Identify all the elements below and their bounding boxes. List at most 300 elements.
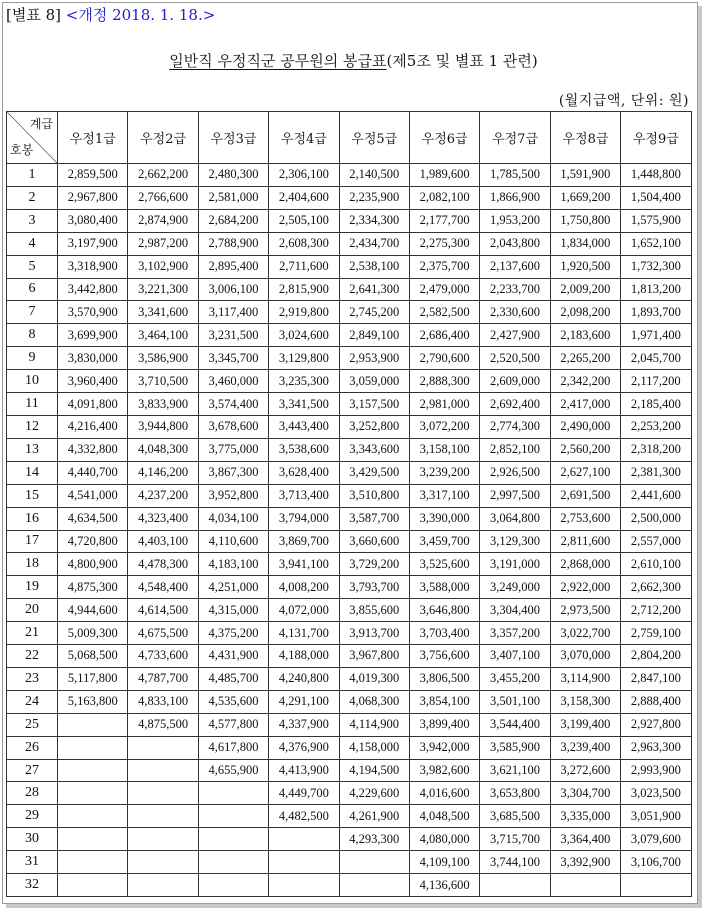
salary-cell: 4,183,100 — [198, 553, 268, 576]
salary-cell: 3,106,700 — [621, 851, 691, 874]
salary-cell: 2,434,700 — [339, 232, 409, 255]
salary-cell: 4,131,700 — [269, 622, 339, 645]
salary-cell: 3,239,400 — [550, 736, 620, 759]
salary-cell: 3,249,000 — [480, 576, 550, 599]
salary-cell: 4,146,200 — [128, 461, 198, 484]
salary-cell — [128, 851, 198, 874]
salary-cell — [58, 828, 128, 851]
salary-cell: 2,993,900 — [621, 759, 691, 782]
salary-cell — [128, 828, 198, 851]
grade-header-cell: 우정9급 — [621, 112, 691, 164]
salary-cell: 3,585,900 — [480, 736, 550, 759]
step-number-cell: 13 — [7, 438, 58, 461]
salary-cell: 3,443,400 — [269, 415, 339, 438]
salary-cell: 2,766,600 — [128, 186, 198, 209]
step-number-cell: 10 — [7, 370, 58, 393]
salary-cell: 4,048,500 — [409, 805, 479, 828]
salary-cell: 2,711,600 — [269, 255, 339, 278]
salary-cell — [198, 851, 268, 874]
salary-cell: 3,341,500 — [269, 393, 339, 416]
salary-cell: 3,710,500 — [128, 370, 198, 393]
salary-cell: 1,866,900 — [480, 186, 550, 209]
salary-cell: 3,345,700 — [198, 347, 268, 370]
corner-step-label: 호봉 — [10, 143, 34, 157]
salary-cell: 3,343,600 — [339, 438, 409, 461]
salary-cell: 3,588,000 — [409, 576, 479, 599]
salary-cell: 3,429,500 — [339, 461, 409, 484]
salary-cell: 3,235,300 — [269, 370, 339, 393]
salary-cell: 2,520,500 — [480, 347, 550, 370]
salary-cell: 4,109,100 — [409, 851, 479, 874]
step-number-cell: 15 — [7, 484, 58, 507]
amendment-date-link[interactable]: <개정 2018. 1. 18.> — [65, 6, 216, 24]
title-reference: (제5조 및 별표 1 관련) — [386, 52, 538, 70]
salary-cell: 2,804,200 — [621, 645, 691, 668]
salary-cell: 3,335,000 — [550, 805, 620, 828]
salary-cell: 2,662,200 — [128, 164, 198, 187]
salary-cell: 2,815,900 — [269, 278, 339, 301]
salary-cell: 4,733,600 — [128, 645, 198, 668]
salary-cell: 2,441,600 — [621, 484, 691, 507]
salary-cell: 2,927,800 — [621, 713, 691, 736]
salary-cell: 3,304,700 — [550, 782, 620, 805]
table-row — [7, 324, 692, 347]
salary-cell: 1,785,500 — [480, 164, 550, 187]
salary-cell: 2,684,200 — [198, 209, 268, 232]
salary-cell: 2,490,000 — [550, 415, 620, 438]
table-row — [7, 278, 692, 301]
grade-header-cell: 우정6급 — [409, 112, 479, 164]
salary-cell: 2,627,100 — [550, 461, 620, 484]
salary-cell: 3,455,200 — [480, 667, 550, 690]
salary-cell: 4,478,300 — [128, 553, 198, 576]
salary-cell: 2,500,000 — [621, 507, 691, 530]
step-number-cell: 28 — [7, 782, 58, 805]
salary-cell: 4,577,800 — [198, 713, 268, 736]
salary-cell: 2,745,200 — [339, 301, 409, 324]
salary-cell: 3,538,600 — [269, 438, 339, 461]
salary-cell: 3,079,600 — [621, 828, 691, 851]
salary-cell — [58, 851, 128, 874]
salary-cell: 1,652,100 — [621, 232, 691, 255]
salary-cell: 2,235,900 — [339, 186, 409, 209]
table-row — [7, 164, 692, 187]
step-number-cell: 32 — [7, 874, 58, 897]
salary-cell: 3,102,900 — [128, 255, 198, 278]
salary-cell: 2,538,100 — [339, 255, 409, 278]
salary-cell — [128, 874, 198, 897]
salary-cell: 2,608,300 — [269, 232, 339, 255]
table-body — [7, 164, 692, 897]
salary-cell: 2,686,400 — [409, 324, 479, 347]
salary-cell: 2,185,400 — [621, 393, 691, 416]
salary-cell: 3,544,400 — [480, 713, 550, 736]
salary-cell — [58, 759, 128, 782]
grade-header-cell: 우정4급 — [269, 112, 339, 164]
salary-cell: 2,712,200 — [621, 599, 691, 622]
salary-cell: 3,793,700 — [339, 576, 409, 599]
salary-cell: 4,261,900 — [339, 805, 409, 828]
salary-cell: 1,591,900 — [550, 164, 620, 187]
salary-cell: 3,775,000 — [198, 438, 268, 461]
step-number-cell: 4 — [7, 232, 58, 255]
salary-cell: 5,068,500 — [58, 645, 128, 668]
salary-cell: 4,048,300 — [128, 438, 198, 461]
step-number-cell: 29 — [7, 805, 58, 828]
table-row — [7, 622, 692, 645]
salary-cell: 3,158,300 — [550, 690, 620, 713]
salary-cell: 2,265,200 — [550, 347, 620, 370]
table-row — [7, 347, 692, 370]
salary-cell: 2,233,700 — [480, 278, 550, 301]
salary-cell: 3,317,100 — [409, 484, 479, 507]
salary-cell: 3,794,000 — [269, 507, 339, 530]
salary-cell: 3,252,800 — [339, 415, 409, 438]
salary-cell: 4,315,000 — [198, 599, 268, 622]
salary-cell: 4,332,800 — [58, 438, 128, 461]
salary-cell: 3,191,000 — [480, 553, 550, 576]
salary-cell: 1,504,400 — [621, 186, 691, 209]
salary-cell: 4,833,100 — [128, 690, 198, 713]
table-row — [7, 484, 692, 507]
salary-cell — [198, 874, 268, 897]
salary-cell: 3,459,700 — [409, 530, 479, 553]
salary-cell: 2,480,300 — [198, 164, 268, 187]
salary-cell: 1,448,800 — [621, 164, 691, 187]
table-row — [7, 874, 692, 897]
salary-cell: 4,110,600 — [198, 530, 268, 553]
salary-cell: 4,251,000 — [198, 576, 268, 599]
salary-table — [6, 111, 692, 897]
salary-cell: 3,129,300 — [480, 530, 550, 553]
salary-cell: 3,318,900 — [58, 255, 128, 278]
table-row — [7, 576, 692, 599]
salary-cell: 4,875,300 — [58, 576, 128, 599]
step-number-cell: 11 — [7, 393, 58, 416]
step-number-cell: 26 — [7, 736, 58, 759]
grade-header-cell: 우정3급 — [198, 112, 268, 164]
step-number-cell: 27 — [7, 759, 58, 782]
salary-cell: 1,834,000 — [550, 232, 620, 255]
salary-cell: 4,541,000 — [58, 484, 128, 507]
corner-grade-label: 계급 — [29, 117, 53, 131]
salary-cell: 2,582,500 — [409, 301, 479, 324]
salary-cell: 3,913,700 — [339, 622, 409, 645]
salary-cell: 2,045,700 — [621, 347, 691, 370]
salary-cell — [128, 759, 198, 782]
salary-cell: 3,357,200 — [480, 622, 550, 645]
salary-cell: 3,833,900 — [128, 393, 198, 416]
table-row — [7, 415, 692, 438]
salary-cell: 3,653,800 — [480, 782, 550, 805]
step-number-cell: 8 — [7, 324, 58, 347]
grade-header-cell: 우정5급 — [339, 112, 409, 164]
salary-cell: 1,971,400 — [621, 324, 691, 347]
salary-cell — [58, 805, 128, 828]
salary-cell: 2,505,100 — [269, 209, 339, 232]
salary-cell: 3,024,600 — [269, 324, 339, 347]
salary-cell: 3,199,400 — [550, 713, 620, 736]
salary-cell: 1,953,200 — [480, 209, 550, 232]
salary-cell — [58, 782, 128, 805]
salary-cell: 4,068,300 — [339, 690, 409, 713]
title-main: 일반직 우정직군 공무원의 봉급표 — [169, 52, 387, 70]
salary-cell: 4,080,000 — [409, 828, 479, 851]
salary-cell: 3,756,600 — [409, 645, 479, 668]
salary-cell: 3,158,100 — [409, 438, 479, 461]
salary-cell: 4,188,000 — [269, 645, 339, 668]
salary-cell: 2,404,600 — [269, 186, 339, 209]
salary-cell: 2,275,300 — [409, 232, 479, 255]
salary-cell: 5,117,800 — [58, 667, 128, 690]
salary-cell: 4,293,300 — [339, 828, 409, 851]
salary-cell: 4,034,100 — [198, 507, 268, 530]
table-row — [7, 805, 692, 828]
salary-cell: 4,194,500 — [339, 759, 409, 782]
table-row — [7, 828, 692, 851]
salary-cell: 3,729,200 — [339, 553, 409, 576]
salary-cell: 1,893,700 — [621, 301, 691, 324]
table-row — [7, 461, 692, 484]
salary-cell: 4,072,000 — [269, 599, 339, 622]
salary-cell: 4,403,100 — [128, 530, 198, 553]
salary-cell: 2,140,500 — [339, 164, 409, 187]
salary-cell: 3,072,200 — [409, 415, 479, 438]
table-row — [7, 782, 692, 805]
salary-cell: 3,830,000 — [58, 347, 128, 370]
salary-cell: 2,788,900 — [198, 232, 268, 255]
step-number-cell: 2 — [7, 186, 58, 209]
salary-cell: 4,158,000 — [339, 736, 409, 759]
salary-cell: 3,960,400 — [58, 370, 128, 393]
salary-cell: 3,854,100 — [409, 690, 479, 713]
salary-cell: 4,240,800 — [269, 667, 339, 690]
salary-cell: 3,941,100 — [269, 553, 339, 576]
salary-cell: 4,800,900 — [58, 553, 128, 576]
table-row — [7, 690, 692, 713]
table-row — [7, 645, 692, 668]
table-row — [7, 232, 692, 255]
salary-cell: 3,982,600 — [409, 759, 479, 782]
salary-cell: 3,967,800 — [339, 645, 409, 668]
salary-cell: 2,610,100 — [621, 553, 691, 576]
salary-cell: 1,813,200 — [621, 278, 691, 301]
salary-cell: 2,753,600 — [550, 507, 620, 530]
salary-cell: 3,574,400 — [198, 393, 268, 416]
salary-cell: 3,059,000 — [339, 370, 409, 393]
salary-cell: 3,341,600 — [128, 301, 198, 324]
salary-cell: 2,662,300 — [621, 576, 691, 599]
table-row — [7, 255, 692, 278]
step-number-cell: 19 — [7, 576, 58, 599]
salary-cell — [128, 782, 198, 805]
salary-cell — [58, 713, 128, 736]
salary-cell: 2,874,900 — [128, 209, 198, 232]
salary-cell — [269, 851, 339, 874]
salary-cell — [339, 874, 409, 897]
table-row — [7, 759, 692, 782]
salary-cell: 4,323,400 — [128, 507, 198, 530]
salary-cell — [128, 805, 198, 828]
salary-cell: 2,427,900 — [480, 324, 550, 347]
table-row — [7, 186, 692, 209]
salary-cell: 2,342,200 — [550, 370, 620, 393]
salary-cell: 4,216,400 — [58, 415, 128, 438]
salary-cell: 4,337,900 — [269, 713, 339, 736]
salary-cell: 4,482,500 — [269, 805, 339, 828]
annex-label: [별표 8] — [6, 6, 61, 24]
salary-cell: 2,759,100 — [621, 622, 691, 645]
salary-cell: 2,043,800 — [480, 232, 550, 255]
table-row — [7, 438, 692, 461]
salary-cell: 3,364,400 — [550, 828, 620, 851]
salary-cell: 2,922,000 — [550, 576, 620, 599]
salary-cell: 4,016,600 — [409, 782, 479, 805]
salary-cell: 4,535,600 — [198, 690, 268, 713]
salary-cell: 4,229,600 — [339, 782, 409, 805]
salary-cell — [58, 874, 128, 897]
salary-cell: 2,973,500 — [550, 599, 620, 622]
salary-cell: 3,621,100 — [480, 759, 550, 782]
salary-cell: 3,272,600 — [550, 759, 620, 782]
salary-cell: 2,852,100 — [480, 438, 550, 461]
grade-header-cell: 우정1급 — [58, 112, 128, 164]
salary-cell: 2,318,200 — [621, 438, 691, 461]
corner-header-cell — [7, 112, 58, 164]
annex-heading — [6, 4, 215, 25]
salary-cell: 2,098,200 — [550, 301, 620, 324]
salary-cell — [550, 874, 620, 897]
salary-cell: 4,376,900 — [269, 736, 339, 759]
salary-cell: 2,137,600 — [480, 255, 550, 278]
salary-cell: 4,413,900 — [269, 759, 339, 782]
salary-cell: 4,787,700 — [128, 667, 198, 690]
grade-header-cell: 우정2급 — [128, 112, 198, 164]
salary-cell: 2,888,300 — [409, 370, 479, 393]
salary-cell: 4,485,700 — [198, 667, 268, 690]
salary-cell: 3,713,400 — [269, 484, 339, 507]
salary-cell — [339, 851, 409, 874]
salary-cell: 4,720,800 — [58, 530, 128, 553]
salary-cell: 2,381,300 — [621, 461, 691, 484]
header-row — [7, 112, 692, 164]
salary-cell — [480, 874, 550, 897]
salary-cell: 3,869,700 — [269, 530, 339, 553]
salary-cell: 3,867,300 — [198, 461, 268, 484]
salary-cell: 3,646,800 — [409, 599, 479, 622]
salary-cell: 4,617,800 — [198, 736, 268, 759]
salary-cell: 1,669,200 — [550, 186, 620, 209]
table-row — [7, 507, 692, 530]
salary-cell: 3,510,800 — [339, 484, 409, 507]
salary-cell: 4,449,700 — [269, 782, 339, 805]
salary-cell: 2,849,100 — [339, 324, 409, 347]
salary-cell: 3,407,100 — [480, 645, 550, 668]
salary-cell: 3,899,400 — [409, 713, 479, 736]
salary-cell: 1,732,300 — [621, 255, 691, 278]
salary-cell: 4,634,500 — [58, 507, 128, 530]
table-row — [7, 667, 692, 690]
step-number-cell: 9 — [7, 347, 58, 370]
salary-cell: 2,953,900 — [339, 347, 409, 370]
step-number-cell: 17 — [7, 530, 58, 553]
salary-cell: 3,022,700 — [550, 622, 620, 645]
salary-cell: 3,952,800 — [198, 484, 268, 507]
salary-cell: 3,157,500 — [339, 393, 409, 416]
step-number-cell: 12 — [7, 415, 58, 438]
salary-cell: 3,944,800 — [128, 415, 198, 438]
step-number-cell: 22 — [7, 645, 58, 668]
salary-cell: 3,501,100 — [480, 690, 550, 713]
salary-cell: 4,431,900 — [198, 645, 268, 668]
table-row — [7, 736, 692, 759]
salary-cell: 3,197,900 — [58, 232, 128, 255]
salary-cell: 4,548,400 — [128, 576, 198, 599]
salary-cell: 2,117,200 — [621, 370, 691, 393]
salary-cell: 2,895,400 — [198, 255, 268, 278]
step-number-cell: 23 — [7, 667, 58, 690]
table-row — [7, 530, 692, 553]
salary-cell: 3,703,400 — [409, 622, 479, 645]
salary-cell: 2,334,300 — [339, 209, 409, 232]
salary-cell: 3,392,900 — [550, 851, 620, 874]
salary-cell: 3,442,800 — [58, 278, 128, 301]
salary-cell: 4,114,900 — [339, 713, 409, 736]
salary-cell: 1,575,900 — [621, 209, 691, 232]
salary-cell: 3,587,700 — [339, 507, 409, 530]
salary-cell: 3,023,500 — [621, 782, 691, 805]
salary-cell: 2,479,000 — [409, 278, 479, 301]
step-number-cell: 21 — [7, 622, 58, 645]
salary-cell: 2,082,100 — [409, 186, 479, 209]
salary-cell: 2,557,000 — [621, 530, 691, 553]
salary-cell: 4,136,600 — [409, 874, 479, 897]
salary-cell: 4,237,200 — [128, 484, 198, 507]
salary-cell: 3,586,900 — [128, 347, 198, 370]
salary-cell: 4,655,900 — [198, 759, 268, 782]
salary-cell: 3,678,600 — [198, 415, 268, 438]
salary-cell: 3,239,200 — [409, 461, 479, 484]
salary-cell: 4,875,500 — [128, 713, 198, 736]
grade-header-cell: 우정8급 — [550, 112, 620, 164]
document-title — [0, 50, 707, 71]
salary-cell: 2,641,300 — [339, 278, 409, 301]
salary-cell: 3,942,000 — [409, 736, 479, 759]
step-number-cell: 6 — [7, 278, 58, 301]
salary-cell: 3,715,700 — [480, 828, 550, 851]
salary-cell: 3,129,800 — [269, 347, 339, 370]
salary-cell: 3,525,600 — [409, 553, 479, 576]
salary-cell — [621, 874, 691, 897]
step-number-cell: 20 — [7, 599, 58, 622]
salary-cell: 4,614,500 — [128, 599, 198, 622]
step-number-cell: 3 — [7, 209, 58, 232]
salary-cell: 4,944,600 — [58, 599, 128, 622]
salary-cell: 3,685,500 — [480, 805, 550, 828]
table-row — [7, 851, 692, 874]
salary-cell: 3,006,100 — [198, 278, 268, 301]
step-number-cell: 1 — [7, 164, 58, 187]
step-number-cell: 31 — [7, 851, 58, 874]
step-number-cell: 5 — [7, 255, 58, 278]
salary-cell: 2,183,600 — [550, 324, 620, 347]
salary-cell — [269, 828, 339, 851]
salary-cell: 4,091,800 — [58, 393, 128, 416]
unit-note: (월지급액, 단위: 원) — [558, 93, 689, 109]
salary-cell: 4,440,700 — [58, 461, 128, 484]
salary-cell: 2,919,800 — [269, 301, 339, 324]
salary-cell: 3,464,100 — [128, 324, 198, 347]
